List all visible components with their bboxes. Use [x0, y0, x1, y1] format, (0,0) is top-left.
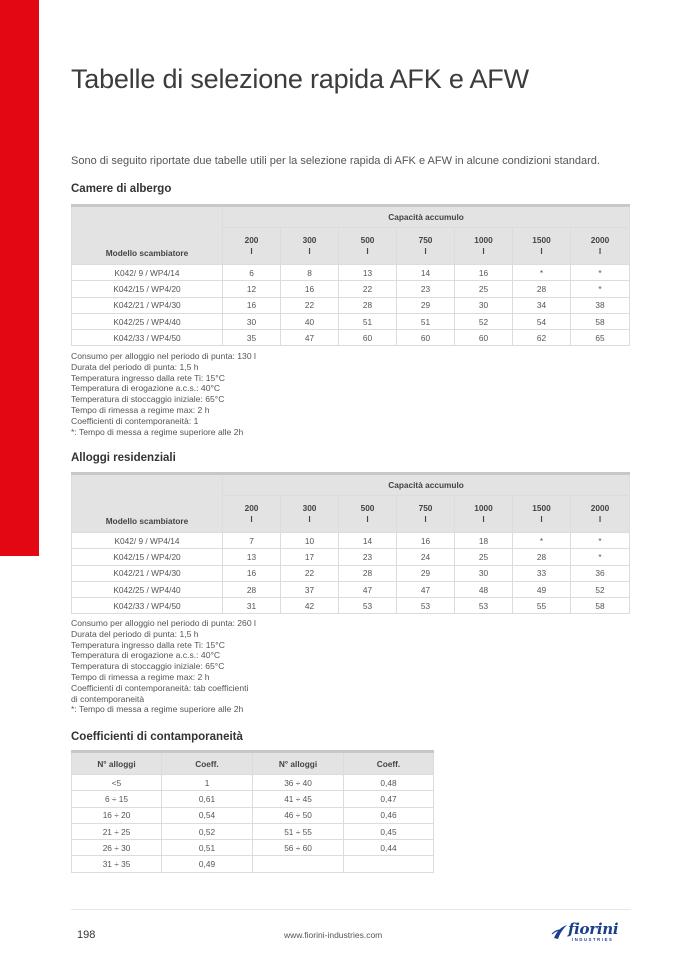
note-line: Temperatura di erogazione a.c.s.: 40°C: [71, 650, 221, 661]
coef-cell: 46 ÷ 50: [253, 807, 344, 823]
coef-cell: <5: [72, 775, 162, 791]
value-cell: *: [571, 265, 630, 281]
value-cell: 60: [397, 330, 455, 346]
value-cell: 42: [281, 598, 339, 614]
table-row: [72, 598, 630, 614]
note-line: di contemporaneità: [71, 693, 145, 704]
value-cell: 58: [571, 313, 630, 329]
hotel-selection-table: [71, 204, 630, 346]
capacity-unit: l: [424, 246, 427, 256]
capacity-col-header: [339, 496, 397, 533]
value-cell: 28: [513, 549, 571, 565]
coef-cell: 0,46: [344, 807, 434, 823]
coef-cell: 1: [162, 775, 253, 791]
coef-cell: 0,45: [344, 823, 434, 839]
coef-header: Coeff.: [344, 752, 434, 775]
value-cell: 62: [513, 330, 571, 346]
coef-header: N° alloggi: [72, 752, 162, 775]
capacity-unit: l: [598, 246, 602, 256]
coef-cell: 51 ÷ 55: [253, 823, 344, 839]
capacity-unit: l: [482, 514, 485, 524]
capacity-unit: l: [366, 246, 369, 256]
note-line: Temperatura ingresso dalla rete Ti: 15°C: [71, 639, 225, 650]
value-cell: 24: [397, 549, 455, 565]
value-cell: 16: [223, 297, 281, 313]
model-cell: K042/ 9 / WP4/14: [72, 533, 223, 549]
logo-subtext: INDUSTRIES: [572, 937, 614, 942]
value-cell: 22: [281, 297, 339, 313]
capacity-col-header: [397, 228, 455, 265]
coef-header: N° alloggi: [253, 752, 344, 775]
value-cell: 37: [281, 581, 339, 597]
value-cell: 52: [571, 581, 630, 597]
coef-cell: 6 ÷ 15: [72, 791, 162, 807]
intro-text: Sono di seguito riportate due tabelle utili per la selezione rapida di AFK e AFW in alcune condizioni standard.: [71, 155, 600, 167]
model-cell: K042/15 / WP4/20: [72, 281, 223, 297]
table-row: [72, 265, 630, 281]
value-cell: 51: [339, 313, 397, 329]
model-cell: K042/25 / WP4/40: [72, 581, 223, 597]
hotel-notes: [71, 351, 256, 437]
capacity-value: 750: [418, 503, 433, 513]
capacity-unit: l: [366, 514, 369, 524]
capacity-unit: l: [250, 514, 253, 524]
value-cell: 35: [223, 330, 281, 346]
capacity-col-header: [223, 228, 281, 265]
capacity-col-header: [339, 228, 397, 265]
capacity-col-header: [397, 496, 455, 533]
note-line: Tempo di rimessa a regime max: 2 h: [71, 671, 210, 682]
value-cell: 17: [281, 549, 339, 565]
capacity-col-header: [281, 496, 339, 533]
note-line: Consumo per alloggio nel periodo di punta: 260 l: [71, 618, 256, 628]
model-cell: K042/25 / WP4/40: [72, 313, 223, 329]
value-cell: 30: [455, 297, 513, 313]
model-cell: K042/21 / WP4/30: [72, 565, 223, 581]
value-cell: 53: [397, 598, 455, 614]
table-row: [72, 581, 630, 597]
value-cell: 33: [513, 565, 571, 581]
coef-cell: [344, 856, 434, 872]
value-cell: 31: [223, 598, 281, 614]
value-cell: 16: [397, 533, 455, 549]
table-row: [72, 775, 434, 791]
coef-cell: 0,52: [162, 823, 253, 839]
value-cell: 28: [223, 581, 281, 597]
value-cell: 53: [455, 598, 513, 614]
value-cell: 25: [455, 281, 513, 297]
note-line: Durata del periodo di punta: 1,5 h: [71, 361, 199, 372]
value-cell: 22: [339, 281, 397, 297]
value-cell: 51: [397, 313, 455, 329]
value-cell: 14: [339, 533, 397, 549]
capacity-unit: l: [540, 246, 543, 256]
model-cell: K042/15 / WP4/20: [72, 549, 223, 565]
value-cell: 6: [223, 265, 281, 281]
value-cell: 28: [339, 565, 397, 581]
note-line: Temperatura di stoccaggio iniziale: 65°C: [71, 394, 225, 405]
value-cell: 18: [455, 533, 513, 549]
section-title-hotel: Camere di albergo: [71, 183, 172, 195]
capacity-col-header: [513, 496, 571, 533]
fiorini-logo: [551, 922, 631, 944]
note-line: Temperatura di stoccaggio iniziale: 65°C: [71, 661, 225, 672]
residential-notes: [71, 618, 256, 715]
table-row: [72, 823, 434, 839]
value-cell: 53: [339, 598, 397, 614]
coefficients-table: [71, 750, 434, 873]
value-cell: 34: [513, 297, 571, 313]
value-cell: 47: [281, 330, 339, 346]
coef-cell: 31 ÷ 35: [72, 856, 162, 872]
coef-cell: 0,48: [344, 775, 434, 791]
coef-cell: 0,49: [162, 856, 253, 872]
value-cell: 16: [281, 281, 339, 297]
value-cell: 8: [281, 265, 339, 281]
value-cell: 60: [455, 330, 513, 346]
value-cell: 23: [339, 549, 397, 565]
capacity-unit: l: [424, 514, 427, 524]
value-cell: 28: [339, 297, 397, 313]
model-header: Modello scambiatore: [72, 474, 223, 533]
value-cell: 38: [571, 297, 630, 313]
note-line: *: Tempo di messa a regime superiore alle 2h: [71, 704, 244, 715]
table-row: [72, 840, 434, 856]
coef-header: Coeff.: [162, 752, 253, 775]
capacity-value: 1500: [532, 235, 551, 245]
table-row: [72, 281, 630, 297]
value-cell: 13: [223, 549, 281, 565]
capacity-unit: l: [540, 514, 543, 524]
coef-cell: 0,54: [162, 807, 253, 823]
model-cell: K042/21 / WP4/30: [72, 297, 223, 313]
red-accent-bar: [0, 0, 39, 556]
value-cell: 13: [339, 265, 397, 281]
model-header: Modello scambiatore: [72, 206, 223, 265]
coef-cell: 16 ÷ 20: [72, 807, 162, 823]
capacity-value: 1500: [532, 503, 551, 513]
value-cell: 16: [455, 265, 513, 281]
capacity-unit: l: [250, 246, 253, 256]
table-row: [72, 313, 630, 329]
value-cell: 28: [513, 281, 571, 297]
value-cell: 25: [455, 549, 513, 565]
residential-selection-table: [71, 472, 630, 614]
section-title-residential: Alloggi residenziali: [71, 452, 176, 464]
value-cell: *: [571, 533, 630, 549]
capacity-value: 300: [302, 235, 317, 245]
capacity-value: 1000: [474, 503, 493, 513]
capacity-value: 200: [244, 503, 259, 513]
capacity-unit: l: [598, 514, 602, 524]
model-cell: K042/33 / WP4/50: [72, 330, 223, 346]
value-cell: 12: [223, 281, 281, 297]
table-row: [72, 807, 434, 823]
page-title: Tabelle di selezione rapida AFK e AFW: [71, 64, 529, 94]
value-cell: 29: [397, 565, 455, 581]
note-line: *: Tempo di messa a regime superiore alle 2h: [71, 426, 244, 437]
capacity-value: 1000: [474, 235, 493, 245]
capacity-unit: l: [308, 246, 311, 256]
page-number: 198: [77, 929, 96, 941]
coef-cell: 36 ÷ 40: [253, 775, 344, 791]
footer-url[interactable]: www.fiorini-industries.com: [284, 930, 383, 940]
section-title-coefficients: Coefficienti di contamporaneità: [71, 731, 243, 743]
capacity-value: 500: [360, 235, 375, 245]
value-cell: 65: [571, 330, 630, 346]
value-cell: 60: [339, 330, 397, 346]
capacity-header: Capacità accumulo: [223, 206, 630, 228]
table-row: [72, 533, 630, 549]
note-line: Temperatura ingresso dalla rete Ti: 15°C: [71, 372, 225, 383]
value-cell: 22: [281, 565, 339, 581]
coef-cell: 0,51: [162, 840, 253, 856]
value-cell: 29: [397, 297, 455, 313]
model-cell: K042/ 9 / WP4/14: [72, 265, 223, 281]
value-cell: 48: [455, 581, 513, 597]
logo-text: fiorini: [568, 920, 619, 938]
value-cell: *: [513, 265, 571, 281]
value-cell: *: [571, 549, 630, 565]
note-line: Coefficienti di contemporaneità: 1: [71, 415, 199, 426]
capacity-col-header: [281, 228, 339, 265]
value-cell: 16: [223, 565, 281, 581]
value-cell: 7: [223, 533, 281, 549]
note-line: Coefficienti di contemporaneità: tab coefficienti: [71, 682, 249, 693]
coef-cell: 26 ÷ 30: [72, 840, 162, 856]
value-cell: 30: [455, 565, 513, 581]
table-row: [72, 330, 630, 346]
table-row: [72, 791, 434, 807]
value-cell: *: [571, 281, 630, 297]
note-line: Tempo di rimessa a regime max: 2 h: [71, 404, 210, 415]
capacity-value: 2000: [590, 503, 610, 513]
capacity-value: 200: [244, 235, 259, 245]
capacity-header: Capacità accumulo: [223, 474, 630, 496]
capacity-col-header: [223, 496, 281, 533]
note-line: Durata del periodo di punta: 1,5 h: [71, 628, 199, 639]
value-cell: 58: [571, 598, 630, 614]
capacity-value: 300: [302, 503, 317, 513]
capacity-unit: l: [482, 246, 485, 256]
value-cell: 55: [513, 598, 571, 614]
value-cell: 36: [571, 565, 630, 581]
table-row: [72, 549, 630, 565]
capacity-col-header: [571, 228, 630, 265]
value-cell: 47: [339, 581, 397, 597]
value-cell: 49: [513, 581, 571, 597]
value-cell: 47: [397, 581, 455, 597]
coef-cell: 41 ÷ 45: [253, 791, 344, 807]
coef-cell: [253, 856, 344, 872]
coef-cell: 21 ÷ 25: [72, 823, 162, 839]
capacity-value: 750: [418, 235, 433, 245]
capacity-unit: l: [308, 514, 311, 524]
coef-cell: 0,47: [344, 791, 434, 807]
capacity-col-header: [455, 228, 513, 265]
capacity-value: 500: [360, 503, 375, 513]
table-row: [72, 297, 630, 313]
note-line: Temperatura di erogazione a.c.s.: 40°C: [71, 383, 221, 394]
model-cell: K042/33 / WP4/50: [72, 598, 223, 614]
value-cell: 10: [281, 533, 339, 549]
value-cell: *: [513, 533, 571, 549]
capacity-col-header: [513, 228, 571, 265]
coef-cell: 0,61: [162, 791, 253, 807]
value-cell: 52: [455, 313, 513, 329]
value-cell: 54: [513, 313, 571, 329]
table-row: [72, 856, 434, 872]
coef-cell: 0,44: [344, 840, 434, 856]
note-line: Consumo per alloggio nel periodo di punta: 130 l: [71, 351, 256, 361]
footer-divider: [71, 909, 631, 910]
table-row: [72, 565, 630, 581]
value-cell: 30: [223, 313, 281, 329]
value-cell: 23: [397, 281, 455, 297]
coef-cell: 56 ÷ 60: [253, 840, 344, 856]
capacity-col-header: [455, 496, 513, 533]
value-cell: 14: [397, 265, 455, 281]
capacity-col-header: [571, 496, 630, 533]
capacity-value: 2000: [590, 235, 610, 245]
value-cell: 40: [281, 313, 339, 329]
